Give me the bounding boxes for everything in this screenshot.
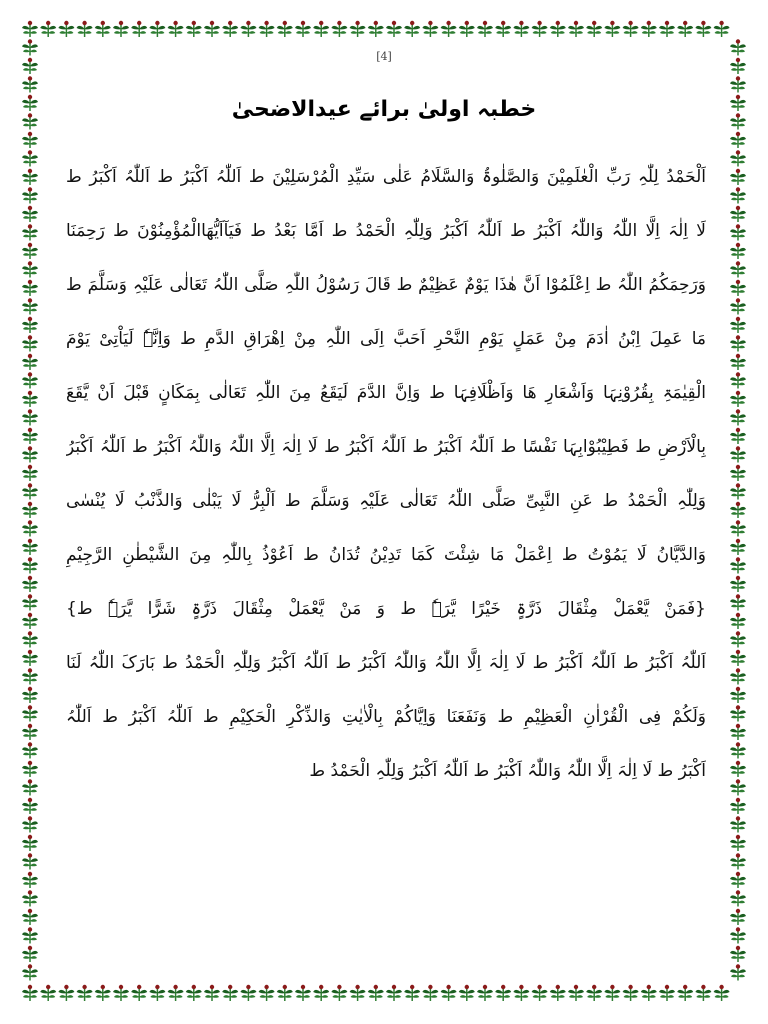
border-flower-icon	[22, 927, 38, 943]
border-flower-icon	[422, 985, 438, 1001]
border-flower-icon	[240, 985, 256, 1001]
border-flower-icon	[113, 985, 129, 1001]
border-flower-icon	[22, 428, 38, 444]
border-flower-icon	[730, 668, 746, 684]
border-flower-icon	[113, 21, 129, 37]
border-flower-icon	[730, 557, 746, 573]
border-flower-icon	[95, 985, 111, 1001]
border-flower-icon	[730, 391, 746, 407]
border-flower-icon	[331, 21, 347, 37]
border-flower-icon	[40, 21, 56, 37]
text-line: وَلِلّٰہِ الْحَمْدُ ط عَنِ النَّبِیِّ صَلَّی اللّٰہُ تَعَالٰی عَلَیْہِ وَسَلَّمَ ط اَلْبِرُّ لَا یَبْلٰی وَالذَّنْبُ لَا یُنْسٰی	[66, 491, 706, 511]
border-flower-icon	[604, 985, 620, 1001]
border-flower-icon	[623, 985, 639, 1001]
border-flower-icon	[22, 76, 38, 92]
border-flower-icon	[730, 761, 746, 777]
border-flower-icon	[730, 224, 746, 240]
border-flower-icon	[730, 446, 746, 462]
text-line: وَلَکُمْ فِی الْقُرْاٰنِ الْعَظِیْمِ ط وَنَفَعَنَا وَاِیَّاکُمْ بِالْاٰیٰتِ وَالذِّکْرِ الْحَکِیْمِ ط اَللّٰہُ اَکْبَرُ ط اَللّٰہُ	[66, 707, 706, 727]
border-flower-icon	[730, 150, 746, 166]
border-flower-icon	[714, 985, 730, 1001]
border-flower-icon	[730, 317, 746, 333]
border-flower-icon	[204, 985, 220, 1001]
border-flower-icon	[532, 985, 548, 1001]
border-flower-icon	[95, 21, 111, 37]
border-flower-icon	[623, 21, 639, 37]
border-flower-icon	[730, 132, 746, 148]
border-flower-icon	[677, 21, 693, 37]
border-flower-icon	[459, 985, 475, 1001]
border-flower-icon	[730, 113, 746, 129]
border-flower-icon	[186, 21, 202, 37]
text-line: وَرَحِمَکُمُ اللّٰہُ ط اِعْلَمُوْا اَنَّ ھٰذَا یَوْمٌ عَظِیْمٌ ط قَالَ رَسُوْلُ اللّٰہِ صَلَّی اللّٰہُ تَعَالٰی عَلَیْہِ وَسَلَّمَ ط	[66, 275, 706, 295]
border-flower-icon	[513, 21, 529, 37]
border-flower-icon	[22, 483, 38, 499]
border-flower-icon	[730, 483, 746, 499]
border-flower-icon	[730, 742, 746, 758]
border-flower-icon	[730, 335, 746, 351]
border-flower-icon	[459, 21, 475, 37]
border-flower-icon	[350, 21, 366, 37]
border-flower-icon	[222, 985, 238, 1001]
border-flower-icon	[677, 985, 693, 1001]
border-flower-icon	[22, 835, 38, 851]
border-flower-icon	[259, 985, 275, 1001]
border-flower-icon	[730, 890, 746, 906]
border-flower-icon	[568, 21, 584, 37]
border-flower-icon	[730, 798, 746, 814]
border-flower-icon	[58, 985, 74, 1001]
border-flower-icon	[168, 21, 184, 37]
border-flower-icon	[22, 872, 38, 888]
border-flower-icon	[204, 21, 220, 37]
border-flower-icon	[404, 21, 420, 37]
border-flower-icon	[441, 21, 457, 37]
border-flower-icon	[22, 280, 38, 296]
border-flower-icon	[730, 816, 746, 832]
border-flower-icon	[659, 21, 675, 37]
border-flower-icon	[730, 409, 746, 425]
text-line: {فَمَنْ یَّعْمَلْ مِثْقَالَ ذَرَّۃٍ خَیْرًا یَّرَہٗ ط وَ مَنْ یَّعْمَلْ مِثْقَالَ ذَرَّۃٍ شَرًّا یَّرَہٗ ط}	[66, 599, 706, 619]
border-flower-icon	[22, 909, 38, 925]
border-flower-icon	[695, 985, 711, 1001]
text-line: اَللّٰہُ اَکْبَرُ ط اَللّٰہُ اَکْبَرُ ط لَا اِلٰہَ اِلَّا اللّٰہُ وَاللّٰہُ اَکْبَرُ ط اَللّٰہُ اَکْبَرُ وَلِلّٰہِ الْحَمْدُ ط بَارَکَ اللّٰہُ لَنَا	[66, 653, 706, 673]
border-flower-icon	[730, 206, 746, 222]
border-flower-icon	[532, 21, 548, 37]
border-flower-icon	[404, 985, 420, 1001]
border-flower-icon	[730, 261, 746, 277]
border-flower-icon	[730, 520, 746, 536]
border-flower-icon	[22, 890, 38, 906]
border-flower-icon	[222, 21, 238, 37]
border-flower-icon	[77, 985, 93, 1001]
border-flower-icon	[295, 985, 311, 1001]
border-flower-icon	[386, 985, 402, 1001]
border-flower-icon	[422, 21, 438, 37]
border-flower-icon	[22, 539, 38, 555]
border-flower-icon	[22, 169, 38, 185]
border-flower-icon	[730, 631, 746, 647]
border-flower-icon	[22, 557, 38, 573]
border-flower-icon	[477, 985, 493, 1001]
border-flower-icon	[277, 21, 293, 37]
border-flower-icon	[22, 224, 38, 240]
border-flower-icon	[22, 335, 38, 351]
border-flower-icon	[277, 985, 293, 1001]
border-flower-icon	[350, 985, 366, 1001]
text-line: بِالْاَرْضِ ط فَطِیْبُوْابِہَا نَفْسًا ط اَللّٰہُ اَکْبَرُ ط اَللّٰہُ اَکْبَرُ ط لَا اِلٰہَ اِلَّا اللّٰہُ وَاللّٰہُ اَکْبَرُ ط اَللّٰہُ اَکْبَرُ	[66, 437, 706, 457]
border-flower-icon	[368, 21, 384, 37]
border-flower-icon	[22, 985, 38, 1001]
border-flower-icon	[22, 779, 38, 795]
border-flower-icon	[730, 964, 746, 980]
border-flower-icon	[730, 872, 746, 888]
border-flower-icon	[22, 520, 38, 536]
text-line: لَا اِلٰہَ اِلَّا اللّٰہُ وَاللّٰہُ اَکْبَرُ ط اَللّٰہُ اَکْبَرُ وَلِلّٰہِ الْحَمْدُ ط اَمَّا بَعْدُ ط فَیَآاَیُّھَاالْمُؤْمِنُوْنَ ط رَحِمَنَا	[66, 221, 706, 241]
border-flower-icon	[730, 428, 746, 444]
border-flower-icon	[730, 779, 746, 795]
border-flower-icon	[730, 243, 746, 259]
border-flower-icon	[22, 576, 38, 592]
border-flower-icon	[22, 317, 38, 333]
border-flower-icon	[149, 21, 165, 37]
border-flower-icon	[22, 613, 38, 629]
border-flower-icon	[22, 964, 38, 980]
border-flower-icon	[58, 21, 74, 37]
border-flower-icon	[730, 853, 746, 869]
border-flower-icon	[386, 21, 402, 37]
border-flower-icon	[22, 113, 38, 129]
border-flower-icon	[730, 594, 746, 610]
border-flower-icon	[22, 465, 38, 481]
border-flower-icon	[22, 372, 38, 388]
border-flower-icon	[22, 502, 38, 518]
border-flower-icon	[259, 21, 275, 37]
border-flower-icon	[22, 150, 38, 166]
border-flower-icon	[477, 21, 493, 37]
border-flower-icon	[730, 650, 746, 666]
border-flower-icon	[22, 446, 38, 462]
page-title: خطبہ اولیٰ برائے عیدالاضحیٰ	[231, 97, 537, 122]
border-flower-icon	[295, 21, 311, 37]
border-flower-icon	[641, 985, 657, 1001]
border-flower-icon	[313, 21, 329, 37]
border-flower-icon	[22, 816, 38, 832]
text-line: مَا عَمِلَ اِبْنُ اٰدَمَ مِنْ عَمَلٍ یَوْمِ النَّحْرِ اَحَبَّ اِلَی اللّٰہِ مِنْ اِھْرَاقِ الدَّمِ ط وَاِنَّہٗ لَیَاْتِیْ یَوْمَ	[66, 329, 706, 349]
border-flower-icon	[730, 298, 746, 314]
border-flower-icon	[730, 687, 746, 703]
border-flower-icon	[730, 372, 746, 388]
border-flower-icon	[22, 687, 38, 703]
border-flower-icon	[22, 187, 38, 203]
border-flower-icon	[22, 261, 38, 277]
border-flower-icon	[714, 21, 730, 37]
border-flower-icon	[604, 21, 620, 37]
border-flower-icon	[641, 21, 657, 37]
border-flower-icon	[22, 206, 38, 222]
border-flower-icon	[22, 21, 38, 37]
border-flower-icon	[22, 742, 38, 758]
border-flower-icon	[22, 409, 38, 425]
border-flower-icon	[22, 650, 38, 666]
border-flower-icon	[586, 985, 602, 1001]
border-flower-icon	[22, 391, 38, 407]
border-flower-icon	[22, 853, 38, 869]
border-flower-icon	[568, 985, 584, 1001]
border-flower-icon	[22, 798, 38, 814]
border-flower-icon	[550, 985, 566, 1001]
border-flower-icon	[730, 76, 746, 92]
border-flower-icon	[22, 132, 38, 148]
border-flower-icon	[22, 946, 38, 962]
border-flower-icon	[22, 243, 38, 259]
border-flower-icon	[550, 21, 566, 37]
border-flower-icon	[149, 985, 165, 1001]
border-flower-icon	[730, 95, 746, 111]
border-flower-icon	[22, 724, 38, 740]
border-flower-icon	[495, 985, 511, 1001]
border-flower-icon	[368, 985, 384, 1001]
border-flower-icon	[441, 985, 457, 1001]
border-flower-icon	[40, 985, 56, 1001]
border-flower-icon	[730, 539, 746, 555]
border-flower-icon	[22, 761, 38, 777]
text-line: اَلْحَمْدُ لِلّٰہِ رَبِّ الْعٰلَمِیْنَ وَالصَّلٰوۃُ وَالسَّلَامُ عَلٰی سَیِّدِ الْمُرْسَلِیْنَ ط اَللّٰہُ اَکْبَرُ ط اَللّٰہُ اَکْبَرُ ط	[66, 167, 706, 187]
border-flower-icon	[695, 21, 711, 37]
border-flower-icon	[730, 465, 746, 481]
border-flower-icon	[730, 946, 746, 962]
border-flower-icon	[586, 21, 602, 37]
border-flower-icon	[22, 594, 38, 610]
border-flower-icon	[313, 985, 329, 1001]
border-flower-icon	[22, 668, 38, 684]
border-flower-icon	[513, 985, 529, 1001]
text-line: اَکْبَرُ ط لَا اِلٰہَ اِلَّا اللّٰہُ وَاللّٰہُ اَکْبَرُ ط اَللّٰہُ اَکْبَرُ وَلِلّٰہِ الْحَمْدُ ط	[309, 761, 706, 781]
border-flower-icon	[730, 502, 746, 518]
page-number: [4]	[376, 50, 392, 63]
border-flower-icon	[730, 613, 746, 629]
border-flower-icon	[730, 354, 746, 370]
border-flower-icon	[22, 298, 38, 314]
text-line: الْقِیٰمَۃِ بِقُرُوْنِہَا وَاَشْعَارِ ھَا وَاَظْلَافِہَا ط وَاِنَّ الدَّمَ لَیَقَعُ مِنَ اللّٰہِ تَعَالٰی بِمَکَانٍ قَبْلَ اَنْ یَّقَعَ	[66, 383, 706, 403]
border-flower-icon	[495, 21, 511, 37]
border-flower-icon	[730, 187, 746, 203]
border-flower-icon	[22, 631, 38, 647]
border-flower-icon	[22, 705, 38, 721]
border-flower-icon	[730, 724, 746, 740]
border-flower-icon	[240, 21, 256, 37]
text-line: وَالدَّیَّانُ لَا یَمُوْتُ ط اِعْمَلْ مَا شِئْتَ کَمَا تَدِیْنُ تُدَانُ ط اَعُوْذُ بِاللّٰہِ مِنَ الشَّیْطٰنِ الرَّجِیْمِ	[66, 545, 706, 565]
border-flower-icon	[730, 835, 746, 851]
border-flower-icon	[131, 985, 147, 1001]
border-flower-icon	[730, 169, 746, 185]
border-flower-icon	[730, 927, 746, 943]
border-flower-icon	[730, 576, 746, 592]
border-flower-icon	[186, 985, 202, 1001]
sermon-text	[66, 150, 706, 798]
border-flower-icon	[22, 354, 38, 370]
border-flower-icon	[331, 985, 347, 1001]
border-flower-icon	[131, 21, 147, 37]
border-flower-icon	[730, 909, 746, 925]
border-flower-icon	[730, 705, 746, 721]
border-flower-icon	[22, 95, 38, 111]
border-flower-icon	[730, 280, 746, 296]
border-flower-icon	[77, 21, 93, 37]
border-flower-icon	[659, 985, 675, 1001]
border-flower-icon	[168, 985, 184, 1001]
